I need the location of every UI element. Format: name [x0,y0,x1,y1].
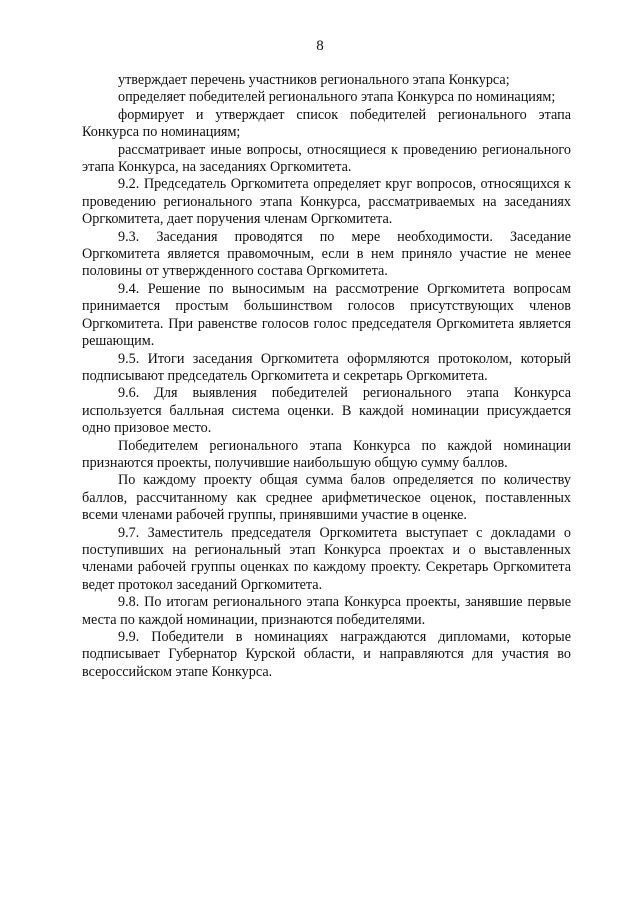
paragraph-score-calculation: По каждому проекту общая сумма балов определяется по количеству баллов, рассчитанному как среднее арифметическое оценок, поставленных всеми членами рабочей группы, принявшими участие в оценке. [82,472,571,524]
paragraph-considers-other-questions: рассматривает иные вопросы, относящиеся к проведению регионального этапа Конкурса, на заседаниях Оргкомитета. [82,141,571,176]
paragraph-9-6: 9.6. Для выявления победителей регионального этапа Конкурса используется балльная система оценки. В каждой номинации присуждается одно призовое место. [82,385,571,437]
paragraph-9-7: 9.7. Заместитель председателя Оргкомитета выступает с докладами о поступивших на региональный этап Конкурса проектах и о выставленных членами рабочей группы оценках по каждому проекту. Секретарь Оргкомитета ведет протокол заседаний Оргкомитета. [82,524,571,593]
paragraph-9-8: 9.8. По итогам регионального этапа Конкурса проекты, занявшие первые места по каждой номинации, признаются победителями. [82,594,571,628]
paragraph-determines-winners: определяет победителей регионального этапа Конкурса по номинациям; [118,89,556,106]
paragraph-9-9: 9.9. Победители в номинациях награждаются дипломами, которые подписывает Губернатор Курской области, и направляются для участия во всероссийском этапе Конкурса. [82,629,571,680]
paragraph-approves-participants: утверждает перечень участников регионального этапа Конкурса; [118,72,510,88]
paragraph-9-3: 9.3. Заседания проводятся по мере необходимости. Заседание Оргкомитета является правомочным, если в нем приняло участие не менее половины от утвержденного состава Оргкомитета. [82,228,571,280]
paragraph-winner-definition: Победителем регионального этапа Конкурса по каждой номинации признаются проекты, получившие наибольшую общую сумму баллов. [82,437,571,471]
paragraph-forms-winners-list: формирует и утверждает список победителей регионального этапа Конкурса по номинациям; [82,106,571,141]
body-text [82,72,571,681]
page-number: 8 [316,38,324,54]
paragraph-9-2: 9.2. Председатель Оргкомитета определяет круг вопросов, относящихся к проведению регионального этапа Конкурса, рассматриваемых на заседаниях Оргкомитета, дает поручения членам Оргкомитета. [82,176,571,228]
paragraph-9-4: 9.4. Решение по выносимым на рассмотрение Оргкомитета вопросам принимается простым большинством голосов присутствующих членов Оргкомитета. При равенстве голосов голос председателя Оргкомитета является решающим. [82,280,571,350]
paragraph-9-5: 9.5. Итоги заседания Оргкомитета оформляются протоколом, который подписывают председатель Оргкомитета и секретарь Оргкомитета. [82,350,571,384]
